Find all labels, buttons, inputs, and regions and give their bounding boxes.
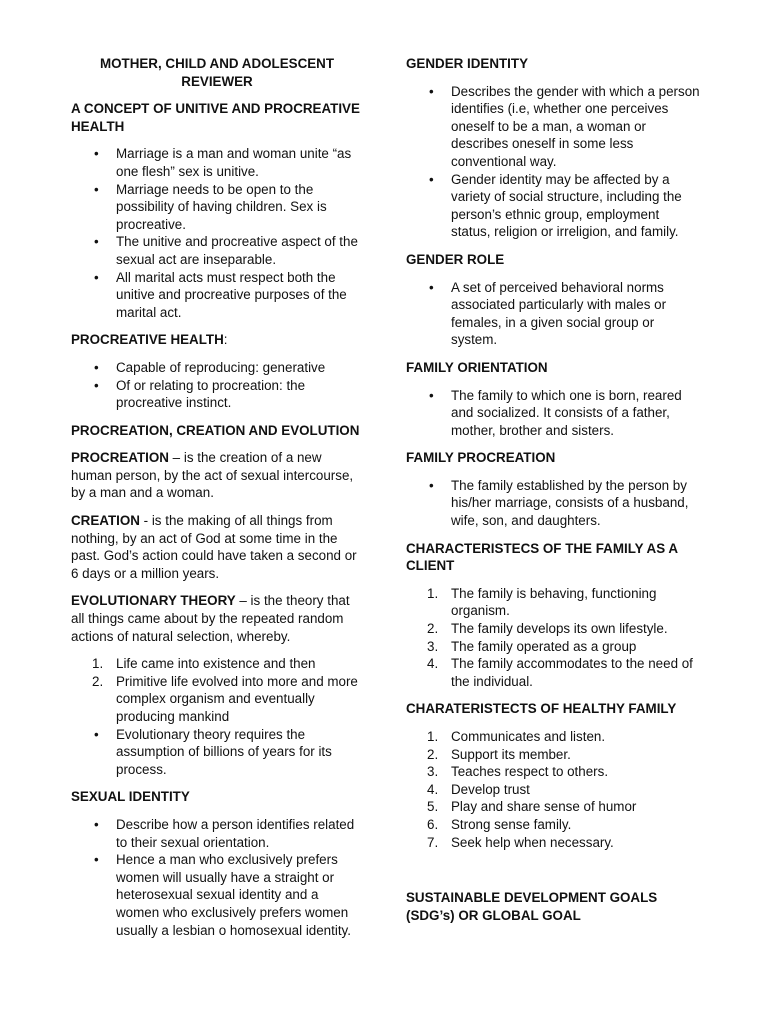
procreative-health-label: PROCREATIVE HEALTH <box>71 332 224 348</box>
document-title: MOTHER, CHILD AND ADOLESCENT REVIEWER <box>99 56 335 89</box>
section-heading-gender-identity: GENDER IDENTITY <box>406 56 529 71</box>
list-item <box>427 798 702 816</box>
item-text: Teaches respect to others. <box>451 764 609 780</box>
list-item <box>427 781 702 799</box>
item-text: Life came into existence and then <box>116 656 316 672</box>
section-heading-sdg: SUSTAINABLE DEVELOPMENT GOALS (SDG’s) OR GLOBAL GOAL <box>406 890 658 923</box>
item-text: The family develops its own lifestyle. <box>451 621 668 637</box>
list-item: • The family to which one is born, reared and socialized. It consists of a father, mother, brother and sisters. <box>451 387 702 440</box>
creation-term: CREATION <box>71 513 140 529</box>
right-column <box>406 55 702 934</box>
list-item: • Gender identity may be affected by a variety of social structure, including the person’s ethnic group, employment status, religion or irreligion, and family. <box>451 171 702 241</box>
sexual-identity-list <box>71 816 363 939</box>
procreation-text: – is the creation of a new human person, by the act of sexual intercourse, by a man and a woman. <box>71 450 354 501</box>
list-item <box>427 834 702 852</box>
list-item: • Evolutionary theory requires the assumption of billions of years for its process. <box>116 726 363 779</box>
list-item: • Marriage is a man and woman unite “as one flesh” sex is unitive. <box>116 145 363 180</box>
evolutionary-theory-text: – is the theory that all things came about by the repeated random actions of natural selection, whereby. <box>71 593 350 644</box>
item-text: Develop trust <box>451 781 530 797</box>
list-item <box>427 620 702 638</box>
creation-text: - is the making of all things from nothing, by an act of God at some time in the past. God’s action could have taken a second or 6 days or a million years. <box>71 513 357 581</box>
list-item <box>427 638 702 656</box>
healthy-family-list <box>406 728 702 851</box>
family-as-client-list <box>406 585 702 691</box>
list-item <box>427 746 702 764</box>
item-text: The family operated as a group <box>451 638 637 654</box>
section-heading-healthy-family: CHARATERISTECTS OF HEALTHY FAMILY <box>406 701 677 717</box>
list-item: • Hence a man who exclusively prefers women will usually have a straight or heterosexual sexual identity and a women who exclusively prefers women usually a lesbian o homosexual identity. <box>116 851 363 939</box>
item-text: The family is behaving, functioning organism. <box>451 585 657 619</box>
procreative-health-list <box>71 359 363 412</box>
list-item: • Describe how a person identifies related to their sexual orientation. <box>116 816 363 851</box>
evolution-steps-list <box>71 655 363 725</box>
item-number: 3. <box>427 764 439 780</box>
item-number: 7. <box>427 834 439 850</box>
item-number: 4. <box>427 781 439 797</box>
list-item <box>427 585 702 620</box>
item-number: 6. <box>427 816 439 832</box>
family-orientation-list <box>406 387 702 440</box>
item-number: 1. <box>427 585 439 601</box>
creation-definition <box>71 512 363 582</box>
item-text: Strong sense family. <box>451 816 572 832</box>
list-item: • Marriage needs to be open to the possibility of having children. Sex is procreative. <box>116 181 363 234</box>
item-number: 2. <box>92 673 104 689</box>
section-heading-unitive-procreative: A CONCEPT OF UNITIVE AND PROCREATIVE HEALTH <box>71 101 360 134</box>
family-procreation-list <box>406 477 702 530</box>
list-item: • All marital acts must respect both the unitive and procreative purposes of the marital act. <box>116 269 363 322</box>
section-heading-sexual-identity: SEXUAL IDENTITY <box>71 789 190 805</box>
item-number: 2. <box>427 621 439 637</box>
item-text: Primitive life evolved into more and more complex organism and eventually producing mankind <box>116 673 358 724</box>
section-heading-procreative-health <box>71 331 363 349</box>
item-text: Seek help when necessary. <box>451 834 614 850</box>
item-text: Support its member. <box>451 746 571 762</box>
list-item: • Of or relating to procreation: the procreative instinct. <box>116 377 363 412</box>
evolutionary-theory-term: EVOLUTIONARY THEORY <box>71 593 236 609</box>
item-number: 4. <box>427 656 439 672</box>
list-item: • A set of perceived behavioral norms associated particularly with males or females, in a given social group or system. <box>451 279 702 349</box>
gender-role-list <box>406 279 702 349</box>
section-heading-family-orientation: FAMILY ORIENTATION <box>406 359 548 375</box>
list-item <box>92 673 363 726</box>
item-number: 2. <box>427 746 439 762</box>
section-heading-family-as-client: CHARACTERISTECS OF THE FAMILY AS A CLIENT <box>406 540 678 574</box>
list-item <box>92 655 363 673</box>
left-column <box>71 55 363 949</box>
unitive-procreative-list <box>71 145 363 321</box>
evolutionary-theory-definition <box>71 592 363 645</box>
item-text: Play and share sense of humor <box>451 799 637 815</box>
procreative-health-colon: : <box>223 332 228 348</box>
list-item: • The unitive and procreative aspect of the sexual act are inseparable. <box>116 233 363 268</box>
item-number: 1. <box>92 656 104 672</box>
section-heading-gender-role: GENDER ROLE <box>406 251 505 267</box>
item-text: The family accommodates to the need of the individual. <box>451 656 693 689</box>
list-item <box>427 763 702 781</box>
item-text: Communicates and listen. <box>451 729 606 744</box>
list-item: • Capable of reproducing: generative <box>116 359 363 377</box>
item-number: 5. <box>427 799 439 815</box>
list-item: • The family established by the person by his/her marriage, consists of a husband, wife, son, and daughters. <box>451 477 702 530</box>
procreation-definition <box>71 449 363 502</box>
item-number: 3. <box>427 638 439 654</box>
list-item: • Describes the gender with which a person identifies (i.e, whether one perceives oneself to be a man, a woman or describes oneself in some less conventional way. <box>451 83 702 171</box>
section-heading-procreation-creation-evolution: PROCREATION, CREATION AND EVOLUTION <box>71 422 360 438</box>
item-number: 1. <box>427 729 439 744</box>
section-heading-family-procreation: FAMILY PROCREATION <box>406 450 556 466</box>
list-item <box>427 816 702 834</box>
blank-space <box>406 861 702 889</box>
gender-identity-list <box>406 83 702 241</box>
list-item <box>427 655 702 690</box>
evolution-note-list <box>71 726 363 779</box>
list-item <box>427 728 702 746</box>
procreation-term: PROCREATION <box>71 450 169 466</box>
